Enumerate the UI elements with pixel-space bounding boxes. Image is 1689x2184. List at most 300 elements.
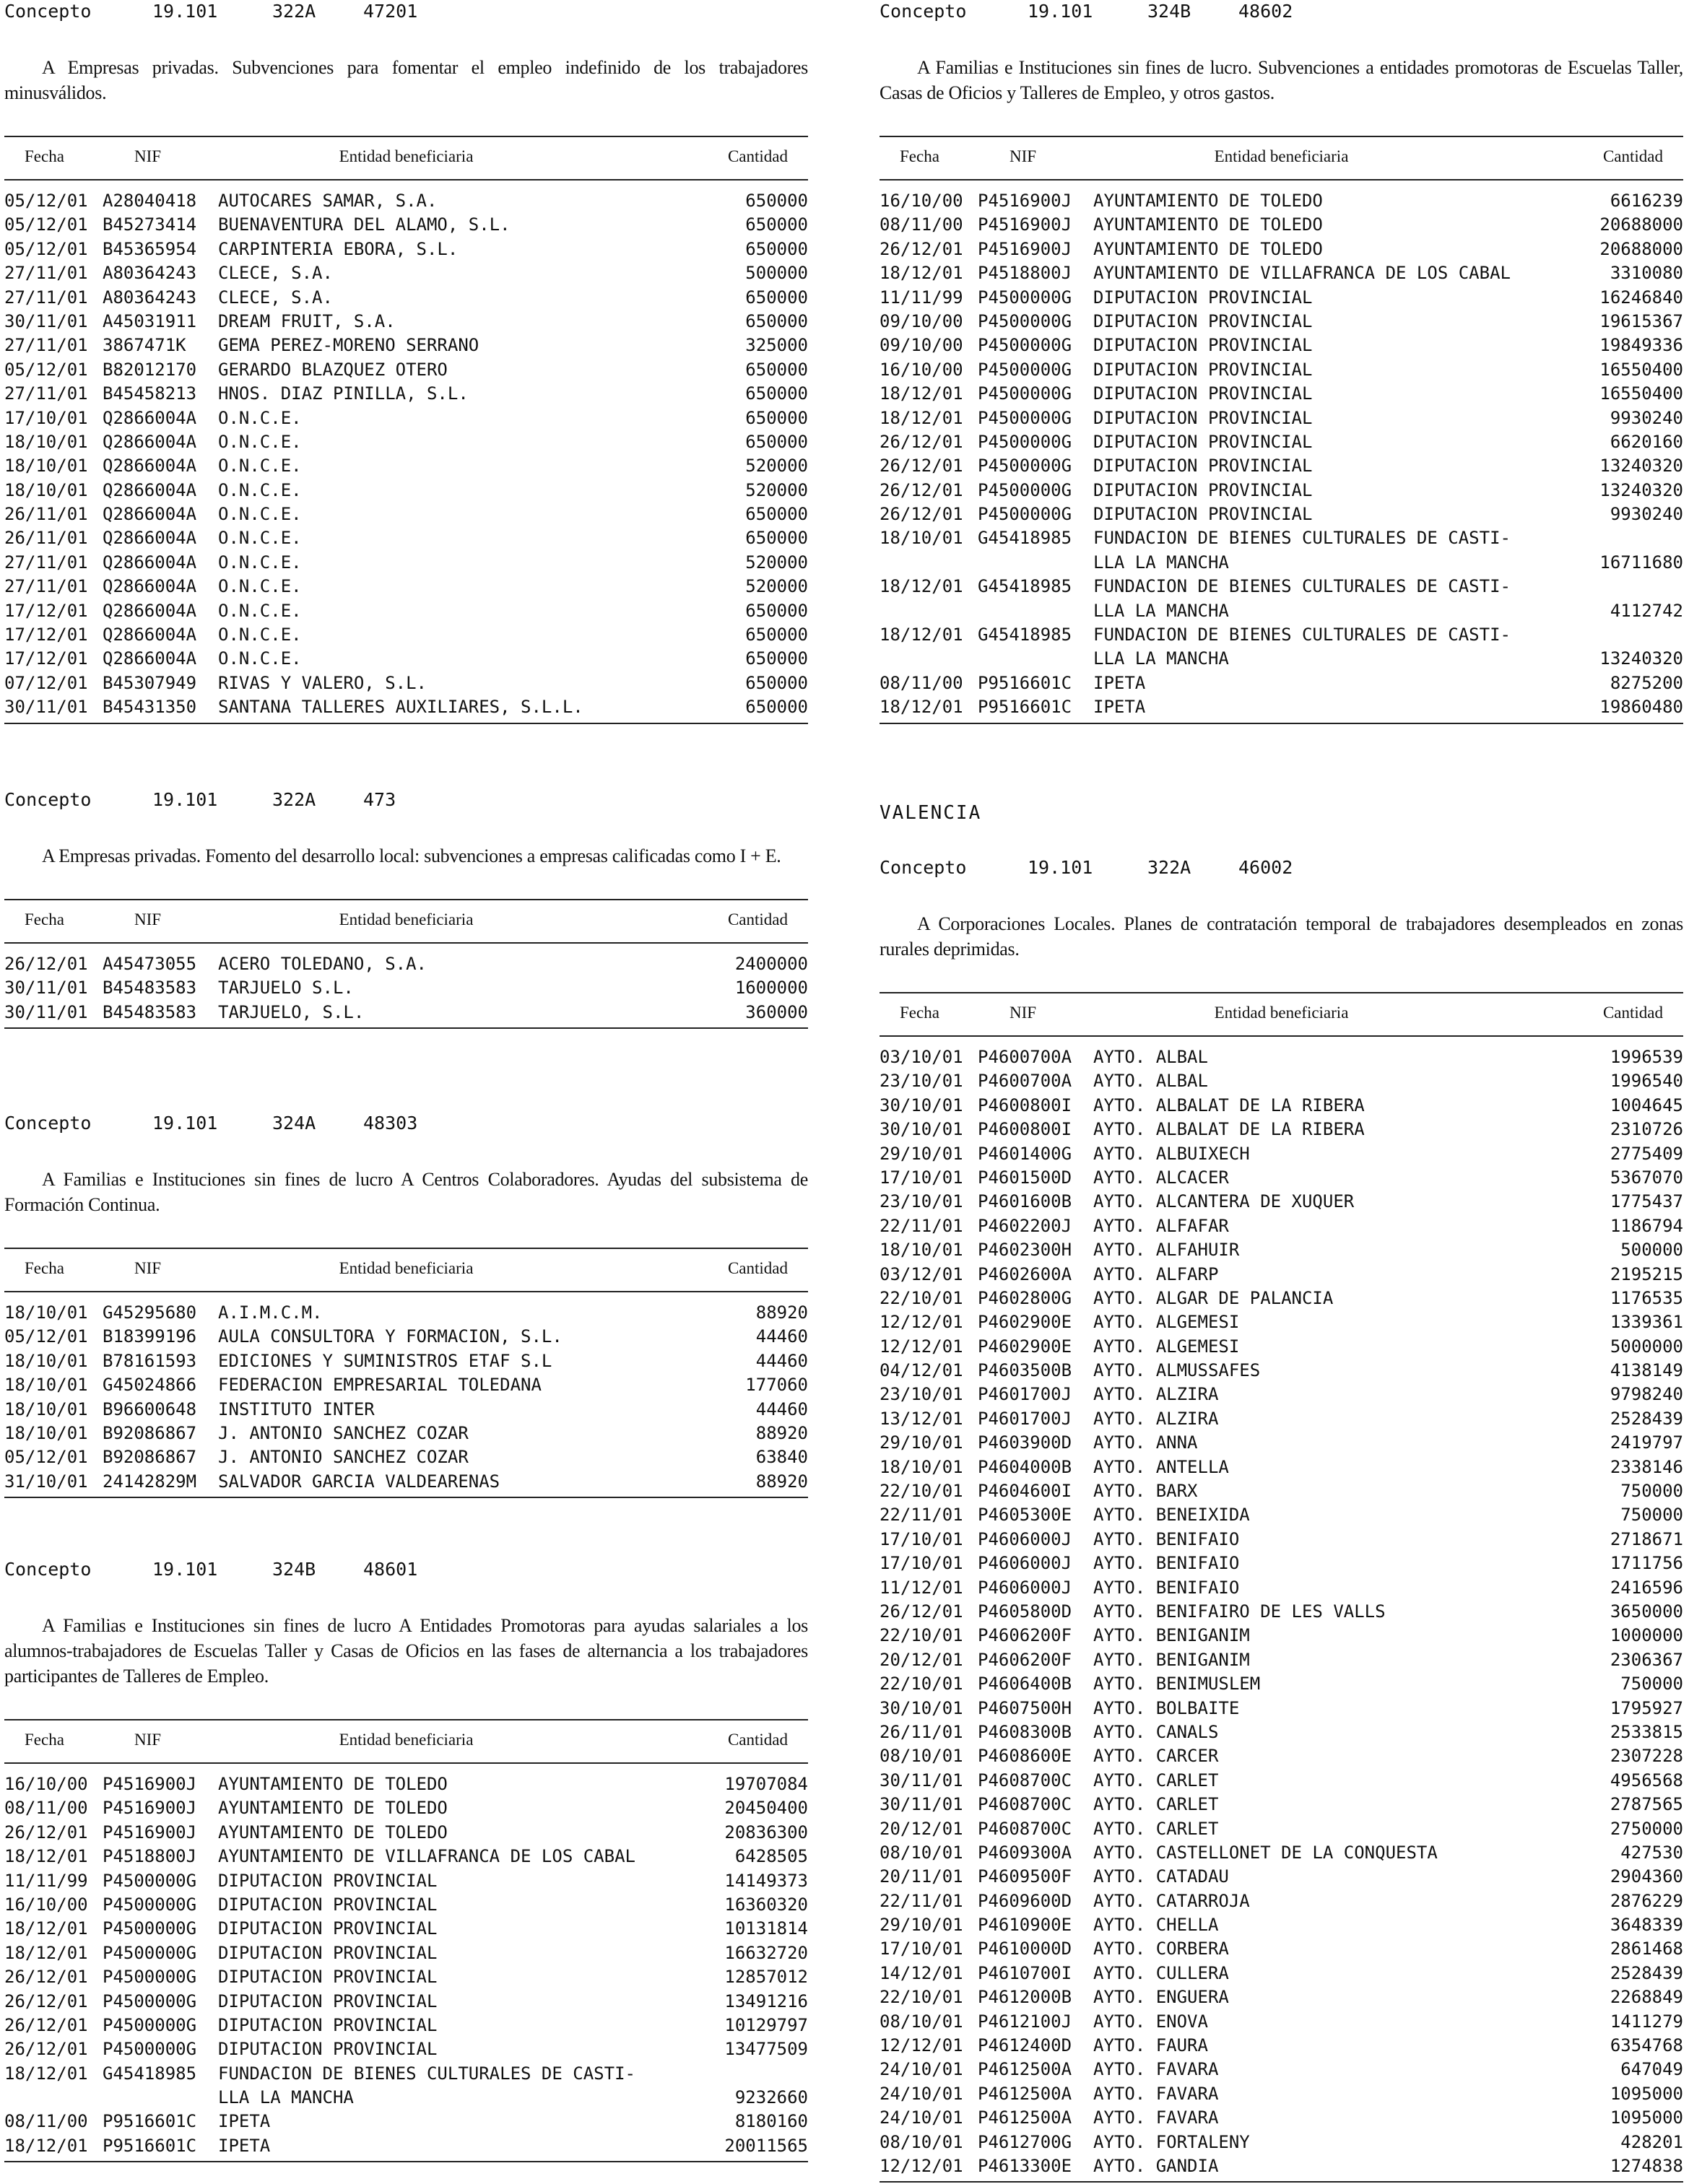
table-row	[4, 1990, 808, 2014]
cell-cantidad: 177060	[745, 1375, 808, 1396]
header-cantidad: Cantidad	[1602, 1004, 1663, 1022]
cell-entidad: FUNDACION DE BIENES CULTURALES DE CASTI- LLA LA MANCHA	[1093, 576, 1511, 621]
cell-fecha: 17/12/01	[4, 625, 88, 645]
cell-entidad: HNOS. DIAZ PINILLA, S.L.	[218, 383, 469, 404]
cell-entidad: FUNDACION DE BIENES CULTURALES DE CASTI- LLA LA MANCHA	[218, 2063, 635, 2108]
cell-fecha: 22/11/01	[880, 1215, 963, 1236]
cell-entidad: AYTO. ALGAR DE PALANCIA	[1093, 1287, 1334, 1308]
cell-fecha: 08/10/01	[880, 1842, 963, 1863]
cell-nif: P4600700A	[978, 1047, 1072, 1067]
cell-entidad: O.N.C.E.	[218, 431, 302, 452]
cell-entidad: AYUNTAMIENTO DE TOLEDO	[1093, 191, 1323, 211]
cell-fecha: 27/11/01	[4, 576, 88, 597]
cell-nif: P4610700I	[978, 1962, 1072, 1983]
table-body	[880, 1037, 1683, 2181]
cell-fecha: 09/10/00	[880, 335, 963, 356]
cell-entidad: DIPUTACION PROVINCIAL	[1093, 407, 1313, 428]
cell-fecha: 08/11/00	[880, 672, 963, 693]
cell-nif: P4516900J	[978, 191, 1072, 211]
cell-nif: Q2866004A	[103, 456, 197, 477]
table-header	[880, 137, 1683, 180]
beneficiary-table	[4, 1248, 808, 1498]
table-row	[880, 1287, 1683, 1310]
cell-fecha: 29/10/01	[880, 1915, 963, 1936]
cell-entidad: DIPUTACION PROVINCIAL	[1093, 504, 1313, 525]
table-row	[4, 1398, 808, 1422]
cell-fecha: 30/11/01	[4, 978, 88, 999]
concepto-section	[4, 1112, 808, 1498]
cell-nif: P4601400G	[978, 1143, 1072, 1164]
cell-nif: P4608600E	[978, 1746, 1072, 1767]
table-header	[880, 993, 1683, 1037]
cell-entidad: AYTO. ALZIRA	[1093, 1384, 1219, 1405]
cell-entidad: FUNDACION DE BIENES CULTURALES DE CASTI- LLA LA MANCHA	[1093, 625, 1511, 669]
cell-entidad: INSTITUTO INTER	[218, 1398, 375, 1419]
cell-cantidad: 44460	[755, 1350, 808, 1371]
cell-fecha: 23/10/01	[880, 1191, 963, 1212]
cell-fecha: 18/12/01	[880, 625, 963, 645]
cell-fecha: 11/12/01	[880, 1577, 963, 1598]
cell-fecha: 23/10/01	[880, 1384, 963, 1405]
cell-cantidad: 19707084	[724, 1774, 808, 1794]
table-body	[4, 1764, 808, 2161]
table-row	[4, 1893, 808, 1917]
cell-cantidad: 2306367	[1610, 1649, 1683, 1670]
header-fecha: Fecha	[25, 910, 64, 928]
cell-cantidad: 3310080	[1610, 263, 1683, 284]
cell-cantidad: 19860480	[1599, 697, 1683, 718]
cell-entidad: FUNDACION DE BIENES CULTURALES DE CASTI- LLA LA MANCHA	[1093, 528, 1511, 573]
cell-cantidad: 9798240	[1610, 1384, 1683, 1405]
cell-cantidad: 500000	[1620, 1240, 1683, 1261]
table-row	[4, 1845, 808, 1868]
cell-fecha: 05/12/01	[4, 214, 88, 235]
cell-cantidad: 2904360	[1610, 1866, 1683, 1887]
table-row	[880, 1913, 1683, 1937]
cell-entidad: SALVADOR GARCIA VALDEARENAS	[218, 1471, 500, 1492]
cell-nif: A80364243	[103, 263, 197, 284]
table-row	[4, 526, 808, 550]
table-row	[4, 1821, 808, 1845]
table-row	[880, 2154, 1683, 2178]
cell-fecha: 18/10/01	[880, 1240, 963, 1261]
cell-entidad: AYTO. CULLERA	[1093, 1962, 1229, 1983]
cell-fecha: 16/10/00	[880, 191, 963, 211]
cell-fecha: 17/10/01	[880, 1939, 963, 1959]
cell-fecha: 17/10/01	[880, 1553, 963, 1574]
cell-entidad: O.N.C.E.	[218, 504, 302, 525]
cell-fecha: 11/11/99	[880, 287, 963, 308]
cell-entidad: DIPUTACION PROVINCIAL	[218, 1918, 438, 1939]
cell-fecha: 18/12/01	[4, 1918, 88, 1939]
cell-entidad: AYTO. ALFAHUIR	[1093, 1240, 1240, 1261]
cell-cantidad: 2268849	[1610, 1987, 1683, 2008]
cell-nif: P4600700A	[978, 1071, 1072, 1092]
cell-cantidad: 750000	[1620, 1674, 1683, 1694]
table-row	[880, 454, 1683, 478]
cell-entidad: AYTO. CARLET	[1093, 1770, 1219, 1791]
cell-fecha: 31/10/01	[4, 1471, 88, 1492]
cell-cantidad: 650000	[745, 431, 808, 452]
cell-cantidad: 1600000	[734, 978, 808, 999]
table-body	[4, 944, 808, 1027]
cell-entidad: DIPUTACION PROVINCIAL	[1093, 287, 1313, 308]
table-row	[880, 238, 1683, 261]
concepto-label: Concepto	[880, 1, 967, 22]
header-entidad: Entidad beneficiaria	[1214, 147, 1349, 165]
table-row	[880, 1841, 1683, 1865]
header-nif: NIF	[134, 1731, 162, 1749]
cell-nif: P4605800D	[978, 1601, 1072, 1622]
cell-fecha: 26/12/01	[4, 1967, 88, 1988]
cell-fecha: 08/10/01	[880, 2011, 963, 2032]
table-row	[880, 1456, 1683, 1479]
cell-fecha: 22/10/01	[880, 1481, 963, 1502]
cell-nif: P9516601C	[103, 2111, 197, 2132]
cell-nif: B78161593	[103, 1350, 197, 1371]
cell-fecha: 27/11/01	[4, 552, 88, 573]
cell-nif: P4500000G	[978, 407, 1072, 428]
table-row	[880, 575, 1683, 623]
cell-nif: G45418985	[978, 625, 1072, 645]
cell-cantidad: 750000	[1620, 1505, 1683, 1526]
cell-cantidad: 428201	[1620, 2131, 1683, 2152]
cell-nif: P4518800J	[978, 263, 1072, 284]
cell-nif: P4609600D	[978, 1890, 1072, 1911]
concepto-code: 324B	[272, 1559, 316, 1580]
table-row	[880, 1817, 1683, 1841]
table-header	[4, 900, 808, 944]
cell-fecha: 18/10/01	[4, 1398, 88, 1419]
cell-entidad: AYUNTAMIENTO DE TOLEDO	[218, 1774, 448, 1794]
cell-cantidad: 360000	[745, 1001, 808, 1022]
table-row	[4, 310, 808, 334]
cell-entidad: AYTO. BARX	[1093, 1481, 1198, 1502]
cell-entidad: DIPUTACION PROVINCIAL	[218, 1991, 438, 2011]
cell-nif: P4608700C	[978, 1818, 1072, 1839]
cell-nif: P4609300A	[978, 1842, 1072, 1863]
cell-nif: B96600648	[103, 1398, 197, 1419]
table-row	[880, 1118, 1683, 1141]
table-row	[4, 2062, 808, 2110]
table-row	[880, 1528, 1683, 1552]
table-row	[4, 406, 808, 430]
header-cantidad: Cantidad	[727, 910, 788, 928]
cell-fecha: 26/11/01	[4, 528, 88, 549]
table-row	[4, 334, 808, 357]
cell-nif: P4604600I	[978, 1481, 1072, 1502]
cell-cantidad: 20688000	[1599, 214, 1683, 235]
cell-entidad: DIPUTACION PROVINCIAL	[218, 1942, 438, 1963]
table-row	[4, 1941, 808, 1965]
table-header	[4, 137, 808, 180]
cell-entidad: DIPUTACION PROVINCIAL	[1093, 431, 1313, 452]
table-row	[4, 575, 808, 599]
cell-entidad: J. ANTONIO SANCHEZ COZAR	[218, 1447, 469, 1468]
cell-entidad: AYTO. CANALS	[1093, 1721, 1219, 1742]
cell-cantidad: 6616239	[1610, 191, 1683, 211]
cell-fecha: 05/12/01	[4, 359, 88, 380]
cell-nif: Q2866004A	[103, 431, 197, 452]
cell-fecha: 18/10/01	[4, 431, 88, 452]
cell-fecha: 18/12/01	[880, 263, 963, 284]
cell-fecha: 26/12/01	[880, 1601, 963, 1622]
cell-nif: Q2866004A	[103, 625, 197, 645]
concepto-section	[4, 0, 808, 724]
cell-cantidad: 1095000	[1610, 2107, 1683, 2128]
cell-cantidad: 650000	[745, 648, 808, 669]
table-row	[4, 286, 808, 310]
cell-cantidad: 1176535	[1610, 1287, 1683, 1308]
cell-entidad: AYTO. ALGEMESI	[1093, 1336, 1240, 1357]
cell-nif: A45473055	[103, 954, 197, 974]
header-fecha: Fecha	[900, 1004, 939, 1022]
table-row	[4, 503, 808, 526]
cell-cantidad: 9930240	[1610, 504, 1683, 525]
cell-entidad: DIPUTACION PROVINCIAL	[1093, 383, 1313, 404]
cell-nif: P4612500A	[978, 2059, 1072, 2080]
cell-fecha: 03/12/01	[880, 1263, 963, 1284]
cell-nif: Q2866004A	[103, 600, 197, 621]
cell-cantidad: 44460	[755, 1398, 808, 1419]
header-nif: NIF	[134, 1259, 162, 1277]
cell-cantidad: 1996539	[1610, 1047, 1683, 1067]
cell-fecha: 12/12/01	[880, 1312, 963, 1333]
cell-fecha: 29/10/01	[880, 1432, 963, 1453]
cell-entidad: AYTO. BENIFAIRO DE LES VALLS	[1093, 1601, 1386, 1622]
cell-nif: B45365954	[103, 238, 197, 259]
cell-cantidad: 650000	[745, 625, 808, 645]
cell-fecha: 26/12/01	[880, 456, 963, 477]
table-row	[880, 1937, 1683, 1961]
cell-cantidad: 2528439	[1610, 1408, 1683, 1429]
cell-fecha: 07/12/01	[4, 672, 88, 693]
cell-entidad: AYTO. CARLET	[1093, 1794, 1219, 1815]
cell-fecha: 26/12/01	[4, 954, 88, 974]
cell-entidad: AYTO. GANDIA	[1093, 2155, 1219, 2176]
cell-cantidad: 647049	[1620, 2059, 1683, 2080]
cell-entidad: AYTO. FAVARA	[1093, 2059, 1219, 2080]
table-row	[4, 382, 808, 406]
table-row	[4, 599, 808, 623]
cell-nif: Q2866004A	[103, 407, 197, 428]
table-row	[880, 1600, 1683, 1624]
table-row	[4, 261, 808, 285]
cell-entidad: AYTO. FAURA	[1093, 2035, 1208, 2056]
concepto-section	[880, 0, 1683, 724]
header-entidad: Entidad beneficiaria	[1214, 1004, 1349, 1022]
cell-fecha: 22/10/01	[880, 1625, 963, 1646]
table-row	[4, 454, 808, 478]
table-body	[4, 180, 808, 723]
cell-nif: P4601700J	[978, 1384, 1072, 1405]
cell-nif: B45483583	[103, 1001, 197, 1022]
table-row	[880, 1889, 1683, 1913]
cell-nif: P4500000G	[978, 431, 1072, 452]
cell-entidad: AYTO. CASTELLONET DE LA CONQUESTA	[1093, 1842, 1438, 1863]
concepto-code: 47201	[363, 1, 418, 22]
cell-cantidad: 1186794	[1610, 1215, 1683, 1236]
cell-entidad: AYTO. BENIFAIO	[1093, 1577, 1240, 1598]
table-row	[880, 2082, 1683, 2106]
cell-nif: P4612100J	[978, 2011, 1072, 2032]
cell-entidad: AYTO. BENEIXIDA	[1093, 1505, 1250, 1526]
cell-nif: 24142829M	[103, 1471, 197, 1492]
table-header	[4, 1720, 808, 1764]
cell-fecha: 05/12/01	[4, 238, 88, 259]
table-row	[880, 1431, 1683, 1455]
cell-entidad: TARJUELO, S.L.	[218, 1001, 365, 1022]
cell-entidad: AYTO. BENIGANIM	[1093, 1649, 1250, 1670]
cell-cantidad: 1775437	[1610, 1191, 1683, 1212]
cell-cantidad: 500000	[745, 263, 808, 284]
cell-fecha: 22/10/01	[880, 1987, 963, 2008]
cell-nif: B92086867	[103, 1422, 197, 1443]
concepto-code: 322A	[272, 1, 316, 22]
header-entidad: Entidad beneficiaria	[339, 910, 474, 928]
table-row	[880, 1479, 1683, 1503]
cell-cantidad: 1795927	[1610, 1697, 1683, 1718]
table-row	[880, 1359, 1683, 1383]
table-row	[4, 2014, 808, 2037]
table-row	[4, 2037, 808, 2061]
table-body	[880, 180, 1683, 723]
cell-entidad: O.N.C.E.	[218, 625, 302, 645]
table-row	[880, 2010, 1683, 2034]
header-fecha: Fecha	[900, 147, 939, 165]
table-row	[880, 2034, 1683, 2058]
cell-fecha: 26/12/01	[4, 1991, 88, 2011]
cell-cantidad: 13240320	[1599, 456, 1683, 477]
concepto-code: 48602	[1238, 1, 1293, 22]
cell-nif: B45273414	[103, 214, 197, 235]
cell-entidad: IPETA	[1093, 672, 1146, 693]
cell-nif: G45295680	[103, 1302, 197, 1323]
table-row	[880, 1576, 1683, 1600]
cell-nif: P4500000G	[978, 504, 1072, 525]
table-row	[4, 1470, 808, 1494]
cell-fecha: 18/10/01	[4, 1350, 88, 1371]
cell-nif: P4613300E	[978, 2155, 1072, 2176]
cell-nif: B92086867	[103, 1447, 197, 1468]
cell-fecha: 16/10/00	[4, 1774, 88, 1794]
table-row	[880, 1503, 1683, 1527]
cell-nif: P4500000G	[103, 2014, 197, 2035]
cell-entidad: O.N.C.E.	[218, 528, 302, 549]
cell-entidad: AYTO. ALCACER	[1093, 1167, 1229, 1188]
cell-fecha: 04/12/01	[880, 1360, 963, 1381]
concepto-line	[880, 856, 1683, 879]
cell-cantidad: 520000	[745, 552, 808, 573]
concepto-section	[4, 788, 808, 1029]
header-cantidad: Cantidad	[1602, 147, 1663, 165]
cell-entidad: AYTO. ALCANTERA DE XUQUER	[1093, 1191, 1355, 1212]
cell-entidad: AYUNTAMIENTO DE TOLEDO	[1093, 238, 1323, 259]
cell-fecha: 30/11/01	[4, 697, 88, 718]
cell-nif: A45031911	[103, 310, 197, 331]
table-row	[4, 551, 808, 575]
table-row	[880, 1310, 1683, 1334]
cell-entidad: AYTO. CARLET	[1093, 1818, 1219, 1839]
cell-cantidad: 6620160	[1610, 431, 1683, 452]
cell-nif: Q2866004A	[103, 528, 197, 549]
cell-cantidad: 1996540	[1610, 1071, 1683, 1092]
cell-nif: P4500000G	[978, 479, 1072, 500]
cell-fecha: 18/10/01	[4, 1375, 88, 1396]
cell-fecha: 17/10/01	[4, 407, 88, 428]
cell-nif: 3867471K	[103, 335, 186, 356]
cell-fecha: 26/12/01	[4, 2014, 88, 2035]
table-row	[880, 430, 1683, 454]
cell-fecha: 08/11/00	[4, 1798, 88, 1819]
table-row	[880, 526, 1683, 575]
table-row	[4, 1325, 808, 1349]
cell-cantidad: 3650000	[1610, 1601, 1683, 1622]
beneficiary-table	[4, 899, 808, 1029]
cell-cantidad: 16360320	[724, 1894, 808, 1915]
cell-fecha: 12/12/01	[880, 1336, 963, 1357]
table-row	[4, 695, 808, 719]
concepto-code: 324B	[1147, 1, 1191, 22]
cell-entidad: DIPUTACION PROVINCIAL	[218, 2039, 438, 2060]
beneficiary-table	[880, 992, 1683, 2183]
concepto-line	[4, 0, 808, 23]
cell-nif: G45024866	[103, 1375, 197, 1396]
cell-cantidad: 650000	[745, 528, 808, 549]
table-row	[880, 1383, 1683, 1406]
cell-fecha: 24/10/01	[880, 2059, 963, 2080]
cell-cantidad: 6354768	[1610, 2035, 1683, 2056]
cell-cantidad: 8275200	[1610, 672, 1683, 693]
concepto-code: 19.101	[152, 789, 218, 810]
header-fecha: Fecha	[25, 1259, 64, 1277]
cell-cantidad: 12857012	[724, 1967, 808, 1988]
beneficiary-table	[880, 136, 1683, 724]
cell-cantidad: 16632720	[724, 1942, 808, 1963]
concepto-code: 19.101	[1028, 1, 1093, 22]
cell-cantidad: 650000	[745, 600, 808, 621]
table-row	[880, 1094, 1683, 1118]
cell-cantidad: 8180160	[734, 2111, 808, 2132]
cell-nif: P9516601C	[103, 2135, 197, 2156]
cell-nif: Q2866004A	[103, 648, 197, 669]
cell-nif: P4612500A	[978, 2107, 1072, 2128]
cell-cantidad: 650000	[745, 191, 808, 211]
cell-cantidad: 1000000	[1610, 1625, 1683, 1646]
beneficiary-table	[4, 1719, 808, 2162]
cell-fecha: 22/10/01	[880, 1287, 963, 1308]
cell-cantidad: 63840	[755, 1447, 808, 1468]
cell-entidad: AYTO. ENGUERA	[1093, 1987, 1229, 2008]
cell-cantidad: 650000	[745, 672, 808, 693]
cell-fecha: 08/11/00	[880, 214, 963, 235]
cell-nif: P4608300B	[978, 1721, 1072, 1742]
cell-cantidad: 2310726	[1610, 1119, 1683, 1140]
cell-nif: P9516601C	[978, 672, 1072, 693]
cell-fecha: 18/10/01	[880, 1456, 963, 1477]
header-cantidad: Cantidad	[727, 147, 788, 165]
cell-fecha: 30/11/01	[880, 1770, 963, 1791]
cell-entidad: AYTO. ALBAL	[1093, 1047, 1208, 1067]
cell-entidad: BUENAVENTURA DEL ALAMO, S.L.	[218, 214, 511, 235]
cell-nif: P4602600A	[978, 1263, 1072, 1284]
cell-entidad: AYTO. FAVARA	[1093, 2107, 1219, 2128]
cell-cantidad: 2750000	[1610, 1818, 1683, 1839]
cell-fecha: 30/10/01	[880, 1697, 963, 1718]
cell-nif: P4500000G	[978, 359, 1072, 380]
table-row	[4, 623, 808, 647]
concepto-description: A Corporaciones Locales. Planes de contratación temporal de trabajadores desempleados en zonas rurales deprimidas.	[880, 913, 1683, 960]
